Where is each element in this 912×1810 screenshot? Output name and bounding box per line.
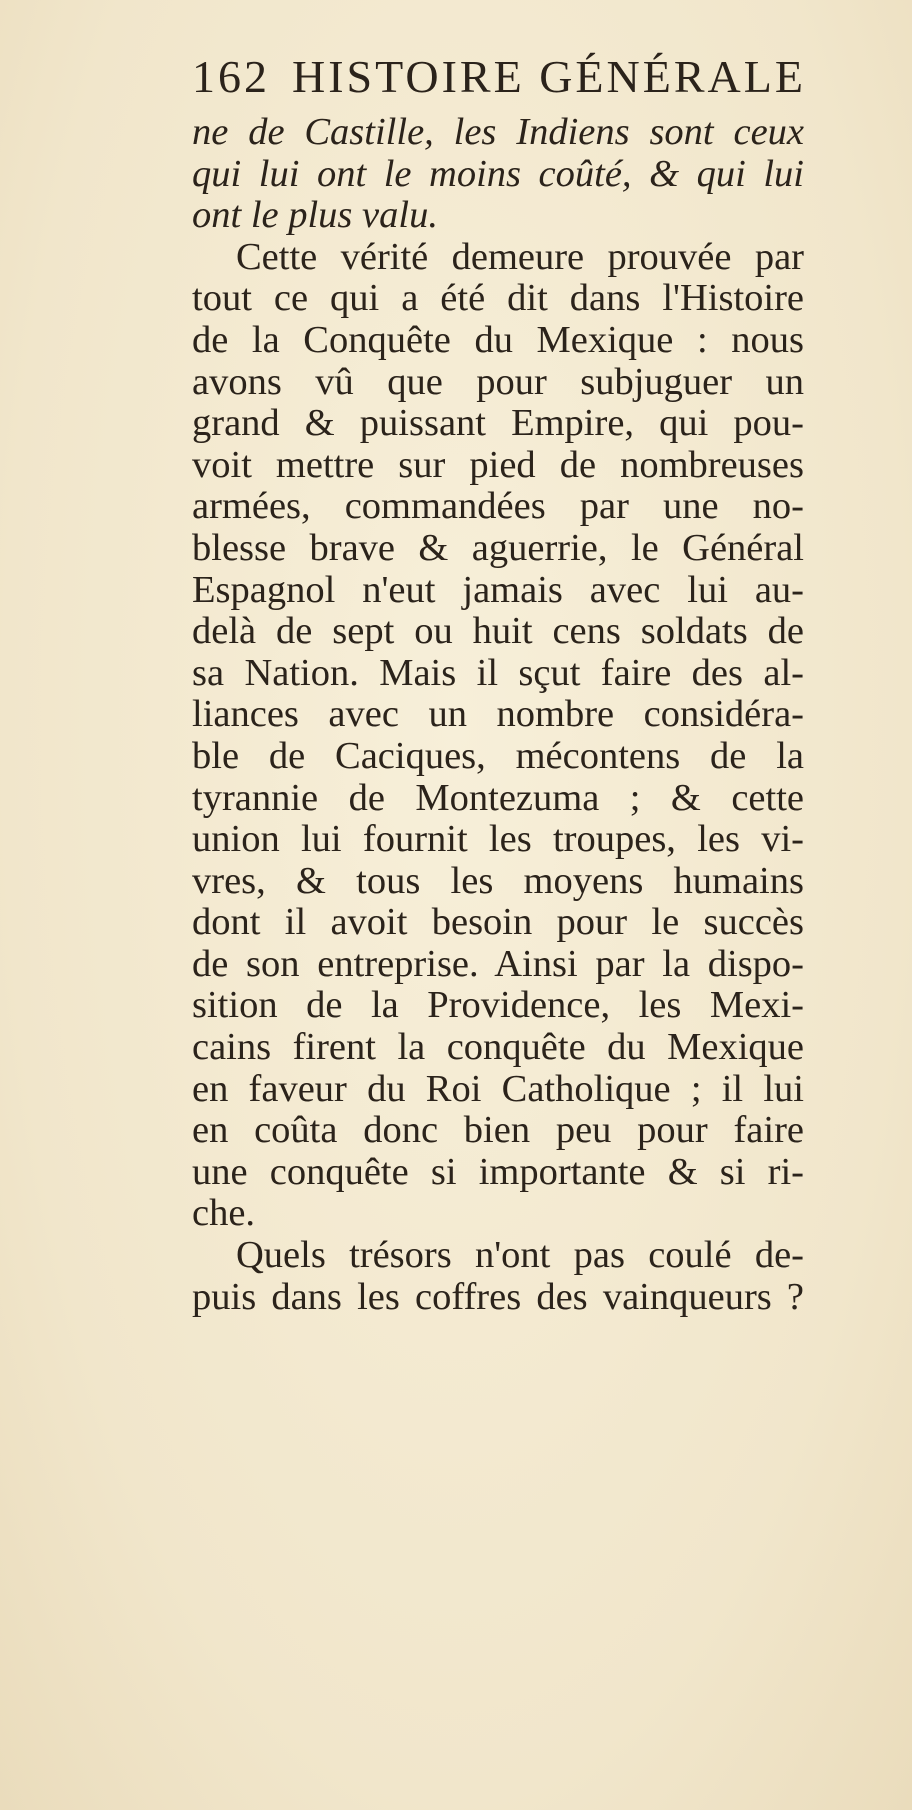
text-line: de son entreprise. Ainsi par la dispo- [192,942,804,985]
running-title: HISTOIRE GÉNÉRALE [292,51,806,102]
text-line: puis dans les coffres des vainqueurs ? [192,1275,804,1318]
text-line: che. [192,1192,256,1235]
text-line: de la Conquête du Mexique : nous [192,318,804,361]
text-line: blesse brave & aguerrie, le Général [192,526,804,569]
text-line: sa Nation. Mais il sçut faire des al- [192,651,804,694]
text-line: union lui fournit les troupes, les vi- [192,818,804,861]
text-line: ont le plus valu. [192,194,438,237]
text-line: cains firent la conquête du Mexique [192,1026,804,1069]
text-line: ne de Castille, les Indiens sont ceux [192,111,804,153]
text-line: Quels trésors n'ont pas coulé de- [236,1234,804,1277]
text-line: tyrannie de Montezuma ; & cette [192,776,804,819]
text-line: delà de sept ou huit cens soldats de [192,610,804,653]
page-number: 162 [192,51,270,102]
text-line: tout ce qui a été dit dans l'Histoire [192,277,804,320]
text-line: dont il avoit besoin pour le succès [192,901,804,944]
text-line: une conquête si importante & si ri- [192,1150,804,1193]
text-line: liances avec un nombre considéra- [192,693,804,736]
text-line: Espagnol n'eut jamais avec lui au- [192,568,804,611]
text-line: grand & puissant Empire, qui pou- [192,402,804,445]
text-line: en coûta donc bien peu pour faire [192,1109,804,1152]
text-line: en faveur du Roi Catholique ; il lui [192,1067,804,1110]
text-line: avons vû que pour subjuguer un [192,360,804,403]
text-line: vres, & tous les moyens humains [192,859,804,902]
running-header [192,50,804,110]
text-body [192,112,804,1318]
text-line: ble de Caciques, mécontens de la [192,734,804,777]
text-line: Cette vérité demeure prouvée par [236,235,804,278]
text-line: armées, commandées par une no- [192,485,804,528]
text-line: voit mettre sur pied de nombreuses [192,443,804,486]
text-line: sition de la Providence, les Mexi- [192,984,804,1027]
text-line: qui lui ont le moins coûté, & qui lui [192,152,804,195]
